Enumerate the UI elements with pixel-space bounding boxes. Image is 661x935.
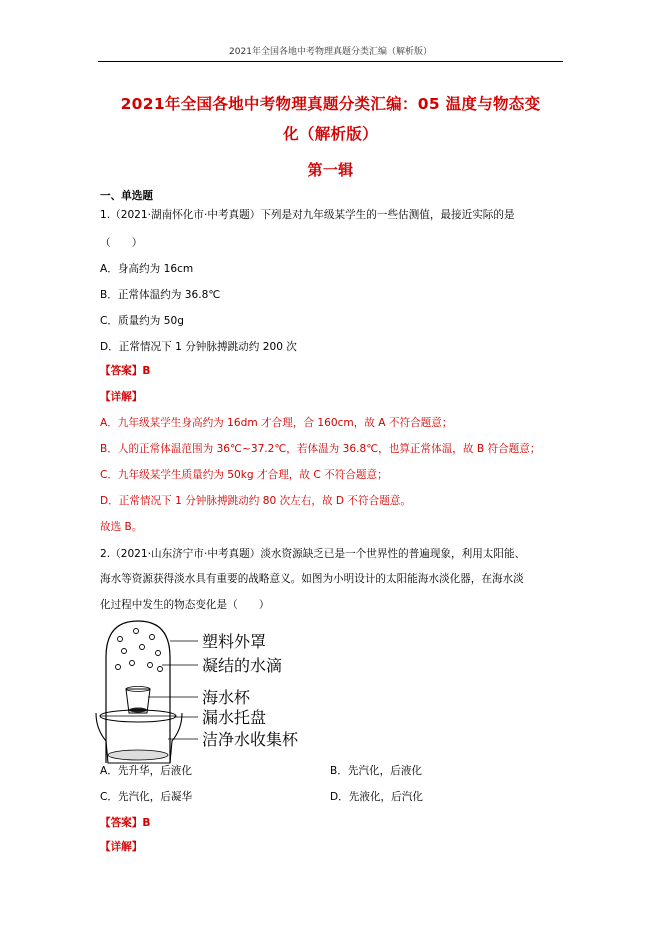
q1-stem-line-2: （ ） — [100, 237, 143, 249]
section-heading: 一、单选题 — [100, 190, 153, 202]
page-header: 2021年全国各地中考物理真题分类汇编（解析版） — [98, 44, 563, 62]
q1-conclusion: 故选 B。 — [100, 521, 143, 533]
label-leak-tray: 漏水托盘 — [202, 708, 267, 727]
q1-detail-label: 【详解】 — [100, 391, 143, 403]
document-title-line-1: 2021年全国各地中考物理真题分类汇编：05 温度与物态变 — [120, 95, 541, 113]
label-seawater-cup: 海水杯 — [202, 688, 251, 707]
q1-option-b: B．正常体温约为 36.8℃ — [100, 289, 221, 301]
q2-stem-line-3: 化过程中发生的物态变化是（ ） — [100, 599, 270, 611]
q2-stem-line-1: 2.（2021·山东济宁市·中考真题）淡水资源缺乏已是一个世界性的普遍现象，利用太阳能、 — [100, 548, 526, 560]
q1-detail-b: B．人的正常体温范围为 36℃~37.2℃，若体温为 36.8℃，也算正常体温，故 B 符合题意； — [100, 443, 541, 455]
q1-answer: 【答案】B — [100, 365, 151, 377]
q1-detail-d: D．正常情况下 1 分钟脉搏跳动约 80 次左右，故 D 不符合题意。 — [100, 495, 411, 507]
q1-option-c: C．质量约为 50g — [100, 315, 184, 327]
document-title-line-2: 化（解析版） — [283, 125, 378, 143]
q2-stem-line-2: 海水等资源获得淡水具有重要的战略意义。如图为小明设计的太阳能海水淡化器，在海水淡 — [100, 573, 524, 585]
label-condensed-droplets: 凝结的水滴 — [202, 656, 283, 675]
q1-option-a: A．身高约为 16cm — [100, 263, 194, 275]
label-clean-water-cup: 洁净水收集杯 — [202, 730, 299, 749]
label-plastic-cover: 塑料外罩 — [202, 632, 267, 651]
q2-option-c: C．先汽化，后凝华 — [100, 791, 193, 803]
solar-desalinator-diagram — [94, 617, 324, 765]
q1-stem-line-1: 1.（2021·湖南怀化市·中考真题）下列是对九年级某学生的一些估测值，最接近实际的是 — [100, 209, 515, 221]
q1-option-d: D．正常情况下 1 分钟脉搏跳动约 200 次 — [100, 341, 297, 353]
q1-detail-c: C．九年级某学生质量约为 50kg 才合理，故 C 不符合题意； — [100, 469, 388, 481]
q2-option-b: B．先汽化，后液化 — [330, 765, 423, 777]
label-leader-lines — [148, 641, 198, 739]
clean-water-cup-shape — [108, 750, 168, 760]
condensed-droplets — [116, 629, 163, 672]
q1-detail-a: A．九年级某学生身高约为 16dm 才合理，合 160cm，故 A 不符合题意； — [100, 417, 453, 429]
document-subtitle: 第一辑 — [307, 161, 354, 179]
q2-detail-label: 【详解】 — [100, 841, 143, 853]
q2-answer: 【答案】B — [100, 817, 151, 829]
plastic-cover-shape — [106, 621, 170, 763]
q2-option-d: D．先液化，后汽化 — [330, 791, 423, 803]
q2-option-a: A．先升华，后液化 — [100, 765, 192, 777]
